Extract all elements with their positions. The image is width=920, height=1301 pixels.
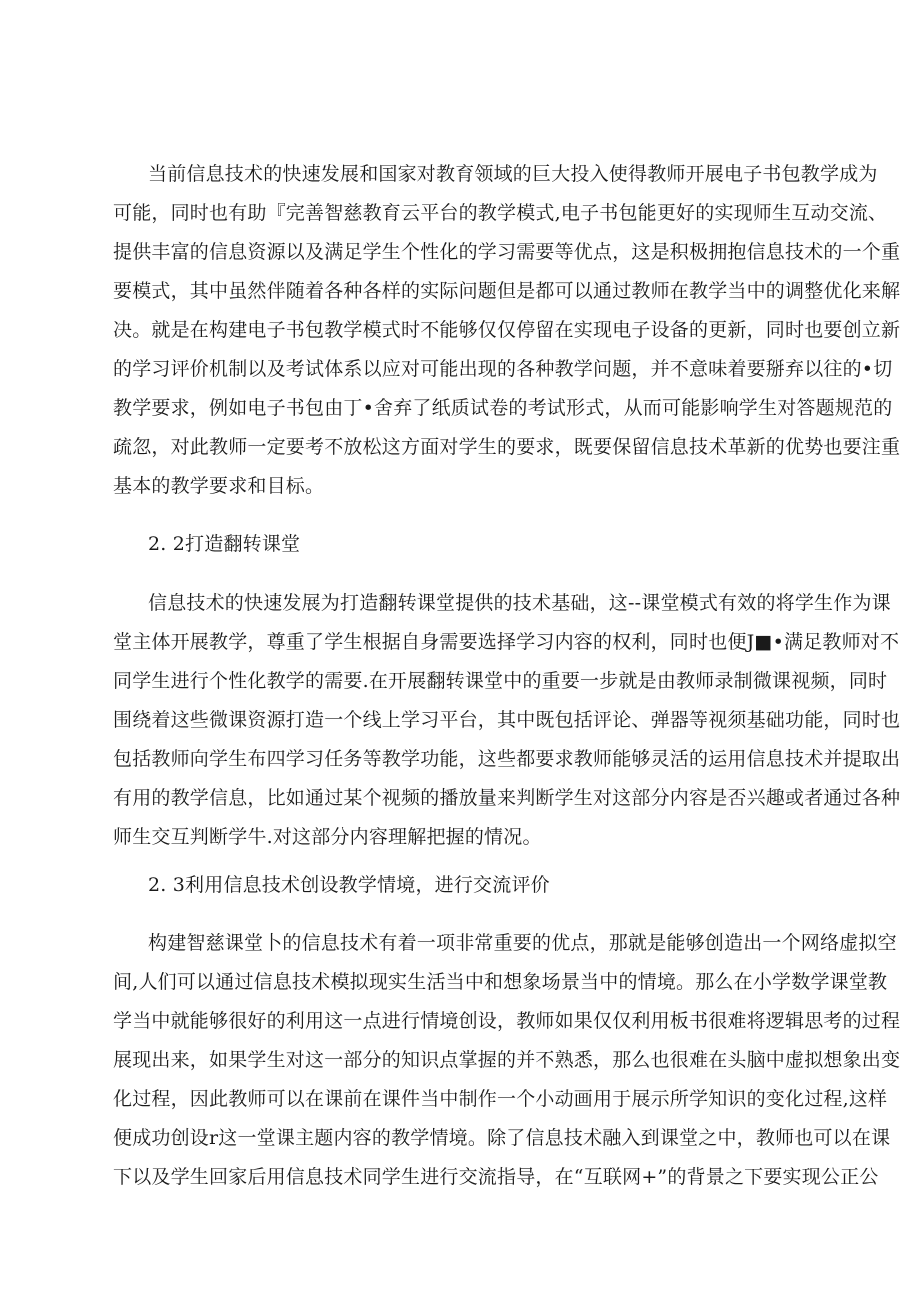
paragraph-1-line-4: 要模式，其中虽然伴随着各种各样的实际问题但是都可以通过教师在教学当中的调整优化来解 bbox=[113, 280, 901, 302]
paragraph-3-line-4: 展现出来，如果学生对这一部分的知识点掌握的并不熟悉，那么也很难在头脑中虚拟想象出变 bbox=[113, 1049, 901, 1071]
paragraph-3-line-2: 间,人们可以通过信息技术模拟现实生活当中和想象场景当中的情境。那么在小学数学课堂教 bbox=[113, 971, 888, 993]
paragraph-2-line-7: 师生交互判断学牛.对这部分内容理解把握的情况。 bbox=[113, 826, 542, 848]
paragraph-2-line-2: 堂主体开展教学，尊重了学生根据自身需要选择学习内容的权利，同时也便J■•满足教师对不 bbox=[113, 631, 900, 653]
paragraph-1-line-1: 当前信息技术的快速发展和国家对教育领域的巨大投入使得教师开展电子书包教学成为 bbox=[148, 163, 878, 185]
paragraph-3-line-1: 构建智慈课堂卜的信息技术有着一项非常重要的优点，那就是能够创造出一个网络虚拟空 bbox=[148, 932, 897, 954]
paragraph-1-line-3: 提供丰富的信息资源以及满足学生个性化的学习需要等优点，这是积极拥抱信息技术的一个重 bbox=[113, 241, 901, 263]
paragraph-1-line-8: 疏忽，对此教师一定要考不放松这方面对学生的要求，既要保留信息技术革新的优势也要注重 bbox=[113, 436, 901, 458]
paragraph-1-line-5: 决。就是在构建电子书包教学模式时不能够仅仅停留在实现电子设备的更新，同时也要创立新 bbox=[113, 319, 901, 341]
paragraph-3-line-5: 化过程，因此教师可以在课前在课件当中制作一个小动画用于展示所学知识的变化过程,这样 bbox=[113, 1088, 888, 1110]
section-heading-2-3: 2. 3利用信息技术创设教学情境，进行交流评价 bbox=[148, 874, 550, 896]
paragraph-2-line-5: 包括教师向学生布四学习任务等教学功能，这些都要求教师能够灵活的运用信息技术并提取出 bbox=[113, 748, 901, 770]
paragraph-3-line-3: 学当中就能够很好的利用这一点进行情境创设，教师如果仅仅利用板书很难将逻辑思考的过程 bbox=[113, 1010, 901, 1032]
paragraph-2-line-1: 信息技术的快速发展为打造翻转课堂提供的技术基础，这--课堂模式有效的将学生作为课 bbox=[148, 592, 891, 614]
paragraph-3-line-6: 便成功创设r这一堂课主题内容的教学情境。除了信息技术融入到课堂之中，教师也可以在课 bbox=[113, 1127, 891, 1149]
paragraph-3-line-7: 下以及学生回家后用信息技术同学生进行交流指导，在“互联网+”的背景之下要实现公正公 bbox=[113, 1166, 879, 1188]
paragraph-1-line-6: 的学习评价机制以及考试体系以应对可能出现的各种教学问题，并不意味着要掰弃以往的•切 bbox=[113, 358, 893, 380]
section-heading-2-2: 2. 2打造翻转课堂 bbox=[148, 533, 301, 555]
paragraph-2-line-6: 有用的教学信息，比如通过某个视频的播放量来判断学生对这部分内容是否兴趣或者通过各种 bbox=[113, 787, 901, 809]
paragraph-1-line-9: 基本的教学要求和目标。 bbox=[113, 475, 325, 497]
paragraph-2-line-4: 围绕着这些微课资源打造一个线上学习平台，其中既包括评论、弹器等视须基础功能，同时也 bbox=[113, 709, 901, 731]
paragraph-1-line-2: 可能，同时也有助『完善智慈教育云平台的教学模式,电子书包能更好的实现师生互动交流、 bbox=[113, 202, 888, 224]
paragraph-1-line-7: 教学要求，例如电子书包由丁•舍弃了纸质试卷的考试形式，从而可能影响学生对答题规范的 bbox=[113, 397, 893, 419]
paragraph-2-line-3: 同学生进行个性化教学的需要.在开展翻转课堂中的重要一步就是由教师录制微课视频，同时 bbox=[113, 670, 888, 692]
